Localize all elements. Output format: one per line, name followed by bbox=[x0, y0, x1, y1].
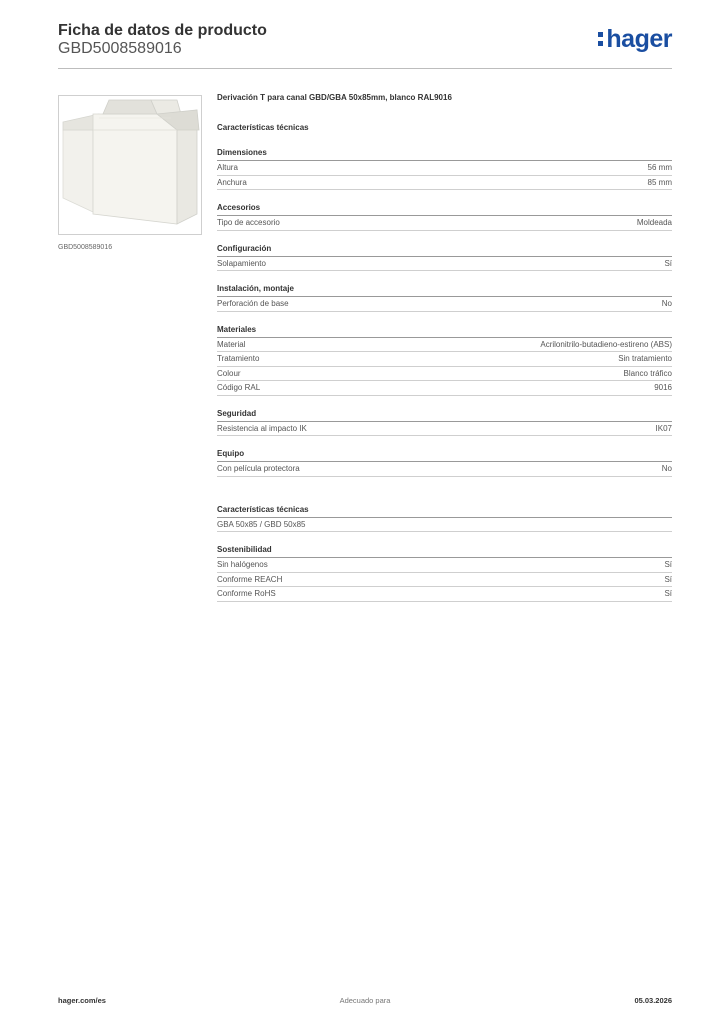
spec-section-accesorios bbox=[217, 201, 672, 231]
page-header bbox=[58, 20, 672, 69]
spec-row bbox=[217, 216, 672, 231]
spec-value: Moldeada bbox=[636, 218, 672, 227]
spec-value: 85 mm bbox=[647, 177, 672, 187]
spec-label: Código RAL bbox=[217, 383, 261, 392]
spec-section-seguridad bbox=[217, 407, 672, 437]
logo-dots-icon bbox=[598, 30, 603, 48]
spec-row bbox=[217, 462, 672, 477]
spec-label: Altura bbox=[217, 163, 238, 172]
document-title: Ficha de datos de producto bbox=[58, 22, 267, 39]
spec-value: Blanco tráfico bbox=[623, 368, 672, 378]
spec-value: 9016 bbox=[654, 383, 672, 392]
section-title: Seguridad bbox=[217, 407, 672, 422]
spec-row bbox=[217, 352, 672, 367]
spec-row bbox=[217, 381, 672, 396]
spec-section-sostenibilidad bbox=[217, 543, 672, 602]
spec-label: Con película protectora bbox=[217, 464, 300, 473]
spec-value: 56 mm bbox=[647, 163, 672, 172]
spec-row bbox=[217, 297, 672, 312]
spec-row bbox=[217, 257, 672, 272]
spec-section-configuracion bbox=[217, 242, 672, 272]
hager-logo bbox=[598, 24, 672, 54]
spec-value: No bbox=[661, 464, 672, 473]
spec-label: Conforme REACH bbox=[217, 574, 283, 584]
section-title: Configuración bbox=[217, 242, 672, 257]
product-description: Derivación T para canal GBD/GBA 50x85mm, blanco RAL9016 bbox=[217, 93, 452, 102]
spec-content bbox=[217, 90, 672, 602]
spec-label: Tratamiento bbox=[217, 354, 260, 363]
spec-row bbox=[217, 518, 672, 533]
section-title: Sostenibilidad bbox=[217, 543, 672, 558]
spec-value: Sin tratamiento bbox=[618, 354, 672, 363]
spec-value: Sí bbox=[664, 258, 672, 268]
spec-label: Anchura bbox=[217, 177, 247, 187]
spec-row bbox=[217, 176, 672, 191]
spec-section-dimensiones bbox=[217, 146, 672, 190]
footer-suitability: Adecuado para bbox=[339, 996, 391, 1005]
spec-section-materiales bbox=[217, 323, 672, 396]
spec-label: Tipo de accesorio bbox=[217, 218, 280, 227]
spec-row bbox=[217, 422, 672, 437]
product-code: GBD5008589016 bbox=[58, 40, 182, 57]
spec-section-compatibilidad bbox=[217, 503, 672, 533]
page-footer bbox=[58, 996, 672, 1012]
spec-row bbox=[217, 573, 672, 588]
spec-label: Material bbox=[217, 339, 246, 349]
spec-label: Solapamiento bbox=[217, 258, 266, 268]
spec-row bbox=[217, 367, 672, 382]
spec-label: Perforación de base bbox=[217, 299, 289, 308]
spec-label: Colour bbox=[217, 368, 241, 378]
spec-label: Sin halógenos bbox=[217, 560, 268, 569]
spec-value: IK07 bbox=[655, 423, 672, 433]
spec-value: Sí bbox=[664, 560, 672, 569]
spec-section-instalacion bbox=[217, 282, 672, 312]
spec-row bbox=[217, 338, 672, 353]
product-image bbox=[58, 95, 202, 235]
spec-row bbox=[217, 587, 672, 602]
spec-value: Acrilonitrilo-butadieno-estireno (ABS) bbox=[540, 339, 672, 349]
image-caption: GBD5008589016 bbox=[58, 244, 113, 251]
section-title: Equipo bbox=[217, 447, 672, 462]
footer-website-link[interactable]: hager.com/es bbox=[58, 996, 106, 1005]
t-junction-image bbox=[59, 96, 201, 234]
section-title: Dimensiones bbox=[217, 146, 672, 161]
spec-row bbox=[217, 558, 672, 573]
spec-label: Resistencia al impacto IK bbox=[217, 423, 307, 433]
section-title: Características técnicas bbox=[217, 503, 672, 518]
spec-label: GBA 50x85 / GBD 50x85 bbox=[217, 519, 306, 529]
spec-section-equipo bbox=[217, 447, 672, 477]
spec-row bbox=[217, 161, 672, 176]
section-title: Instalación, montaje bbox=[217, 282, 672, 297]
spec-value: Sí bbox=[664, 589, 672, 598]
spec-label: Conforme RoHS bbox=[217, 589, 276, 598]
logo-text: hager bbox=[606, 24, 672, 53]
section-title: Accesorios bbox=[217, 201, 672, 216]
spec-value: Sí bbox=[664, 574, 672, 584]
footer-date: 05.03.2026 bbox=[634, 996, 672, 1005]
section-title: Materiales bbox=[217, 323, 672, 338]
specs-title: Características técnicas bbox=[217, 123, 309, 132]
spec-value: No bbox=[661, 299, 672, 308]
